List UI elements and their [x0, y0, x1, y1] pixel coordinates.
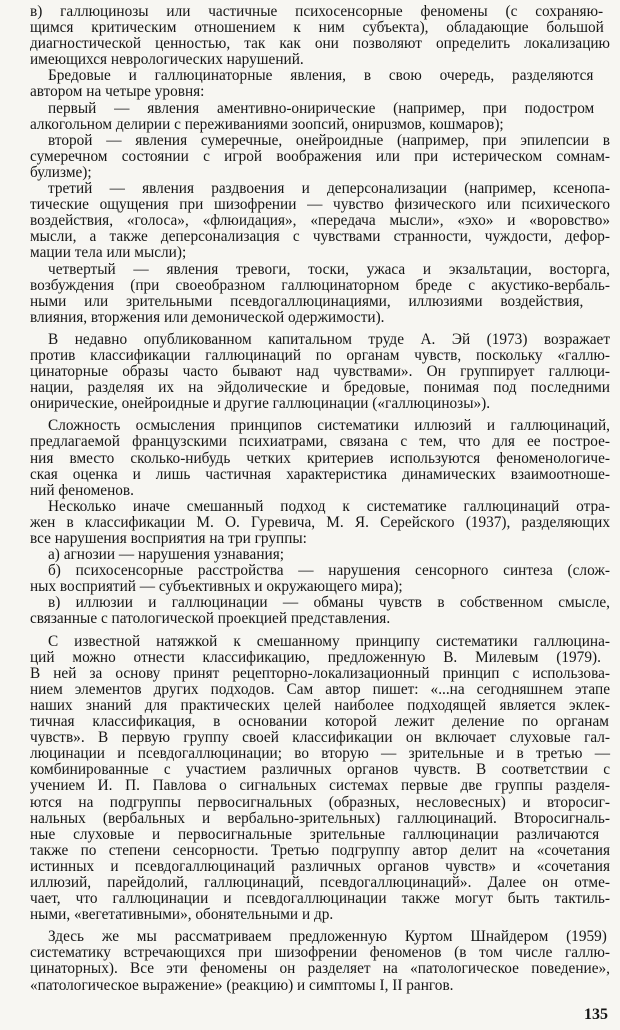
paragraph — [30, 634, 610, 924]
text-line: нальных (вербальных и вербально-зрительных) галлюцинаций. Второсигналь- — [30, 809, 610, 827]
paragraph — [30, 332, 610, 412]
text-line: ния вместо сколько-нибудь четких критериев используются феноменологиче- — [30, 449, 610, 467]
text-line: Бредовые и галлюцинаторные явления, в свою очередь, разделяются — [48, 67, 594, 85]
paragraph — [30, 595, 610, 627]
text-line: воздействия, «голоса», «флюидация», «передача мысли», «эхо» и «воровство» — [30, 212, 610, 230]
text-line: все нарушения восприятия на три группы: — [30, 530, 307, 547]
text-line: влияния, вторжения или демонической одержимости). — [30, 308, 385, 326]
text-line: мации тела или мысли); — [30, 244, 187, 262]
text-line: ных восприятий — субъективных и окружающего мира); — [30, 578, 403, 596]
paragraph — [30, 68, 610, 100]
text-line: ний феноменов. — [30, 481, 134, 499]
text-line: комбинированные с участием различных органов чувств. В соответствии с — [30, 761, 610, 779]
text-line: цинаторных). Все эти феномены он разделяет на «патологическое поведение», — [30, 960, 610, 978]
text-line: предлагаемой французскими психиатрами, связана с тем, что для ее построе- — [30, 433, 610, 451]
text-line: наших знаний для практических целей наиболее подходящей является эклек- — [30, 696, 610, 714]
paragraph — [30, 418, 610, 498]
text-line: цинаторные образы часто бывают над чувствами». Он группирует галлюци- — [30, 363, 610, 381]
text-line: ными, «вегетативными», обонятельными и др. — [30, 906, 334, 924]
paragraph — [30, 563, 610, 595]
text-line: автором на четыре уровня: — [30, 83, 205, 101]
text-line: жен в классификации М. О. Гуревича, М. Я. Серейского (1937), разделяющих — [30, 513, 610, 531]
text-line: в) иллюзии и галлюцинации — обманы чувств в собственном смысле, — [48, 594, 610, 612]
paragraph — [30, 181, 610, 261]
text-line: В ней за основу принят рецепторно-локализационный принцип с использова- — [30, 664, 610, 682]
text-line: истинных и псевдогаллюцинаций различных органов чувств» и «сочетания — [30, 857, 610, 875]
text-line: учением И. П. Павлова о сигнальных системах первые две группы разделя- — [30, 777, 610, 795]
paragraph — [30, 4, 610, 68]
text-line: ций можно отнести классификацию, предложенную В. Милевым (1979). — [30, 648, 601, 666]
text-line: ные слуховые и первосигнальные зрительные галлюцинации различаются — [30, 825, 600, 843]
text-line: тичная классификация, в основании которой лежит деление по органам — [30, 713, 609, 731]
text-line: третий — явления раздвоения и деперсонализации (например, ксенопа- — [48, 180, 610, 198]
text-line: иллюзий, парейдолий, галлюцинаций, псевдогаллюцинаций». Далее он отме- — [30, 873, 610, 891]
text-line: Сложность осмысления принципов систематики иллюзий и галлюцинаций, — [48, 417, 610, 435]
paragraph — [30, 262, 610, 326]
text-line: чувств». В первую группу своей классификации он включает слуховые гал- — [30, 729, 610, 747]
text-line: булизме); — [30, 163, 92, 181]
text-line: алкогольном делирии с переживаниями зоопсий, онирuзмов, кошмаров); — [30, 115, 504, 133]
paragraph — [30, 499, 610, 547]
text-line: против классификации галлюцинаций по органам чувств, поскольку «галлю- — [30, 346, 610, 364]
text-line: Здесь же мы рассматриваем предложенную Куртом Шнайдером (1959) — [48, 928, 607, 946]
text-line: возбуждения (при своеобразном галлюцинаторном бреде с акустико-вербаль- — [30, 276, 610, 294]
text-line: имеющихся неврологических нарушений. — [30, 51, 304, 69]
text-line: онирические, онейроидные и другие галлюцинации («галлюцинозы»). — [30, 395, 491, 413]
text-line: тические ощущения при шизофрении — чувство физического или психического — [30, 196, 610, 214]
text-line: Несколько иначе смешанный подход к систематике галлюцинаций отра- — [48, 497, 610, 515]
text-line: «патологическое выражение» (реакцию) и симптомы I, II рангов. — [30, 976, 454, 994]
text-line: щимся критическим отношением к ним субъекта), обладающие большой — [30, 19, 604, 37]
paragraph — [30, 929, 610, 993]
body-text — [30, 4, 610, 994]
text-line: мысли, а также деперсонализация с чувствами странности, чуждости, дефор- — [30, 228, 610, 246]
text-line: б) психосенсорные расстройства — нарушения сенсорного синтеза (слож- — [48, 562, 610, 580]
text-line: четвертый — явления тревоги, тоски, ужаса и экзальтации, восторга, — [48, 260, 610, 278]
text-line: люцинации и псевдогаллюцинации; во вторую — зрительные и в третью — — [30, 745, 610, 763]
text-line: первый — явления аментивно-онирические (например, при подостром — [48, 99, 595, 117]
text-line: сумеречном состоянии с игрой воображения или при истерическом сомнам- — [30, 147, 610, 165]
paragraph — [30, 133, 610, 181]
text-line: В недавно опубликованном капитальном труде А. Эй (1973) возражает — [48, 330, 610, 348]
text-line: С известной натяжкой к смешанному принципу систематики галлюцина- — [48, 632, 610, 650]
text-line: систематику встречающихся при шизофрении феноменов (в том числе галлю- — [30, 944, 610, 962]
text-line: также по степени сенсорности. Третью подгруппу автор делит на «сочетания — [30, 841, 610, 859]
page-number: 135 — [584, 1006, 608, 1023]
text-line: нием элементов других подходов. Сам автор пишет: «...на сегодняшнем этапе — [30, 680, 610, 698]
text-line: связанные с патологической проекцией представления. — [30, 610, 391, 628]
text-line: второй — явления сумеречные, онейроидные (например, при эпилепсии в — [48, 131, 610, 149]
text-line: в) галлюцинозы или частичные психосенсорные феномены (с сохраняю- — [30, 3, 604, 20]
text-line: диагностической ценностью, так как они позволяют определить локализацию — [30, 35, 610, 53]
text-line: ными или зрительными псевдогаллюцинациями, иллюзиями воздействия, — [30, 292, 584, 310]
text-line: ются на подгруппы первосигнальных (образных, несловесных) и второсиг- — [30, 793, 610, 811]
text-line: нации, разделяя их на эйдолические и бредовые, понимая под последними — [30, 379, 610, 397]
paragraph — [30, 547, 610, 563]
text-line: чает, что галлюцинации и псевдогаллюцинации также могут быть тактиль- — [30, 890, 610, 908]
paragraph — [30, 101, 610, 133]
text-line: ская оценка и лишь частичная характеристика динамических взаимоотноше- — [30, 465, 610, 483]
text-line: а) агнозии — нарушения узнавания; — [48, 546, 284, 564]
